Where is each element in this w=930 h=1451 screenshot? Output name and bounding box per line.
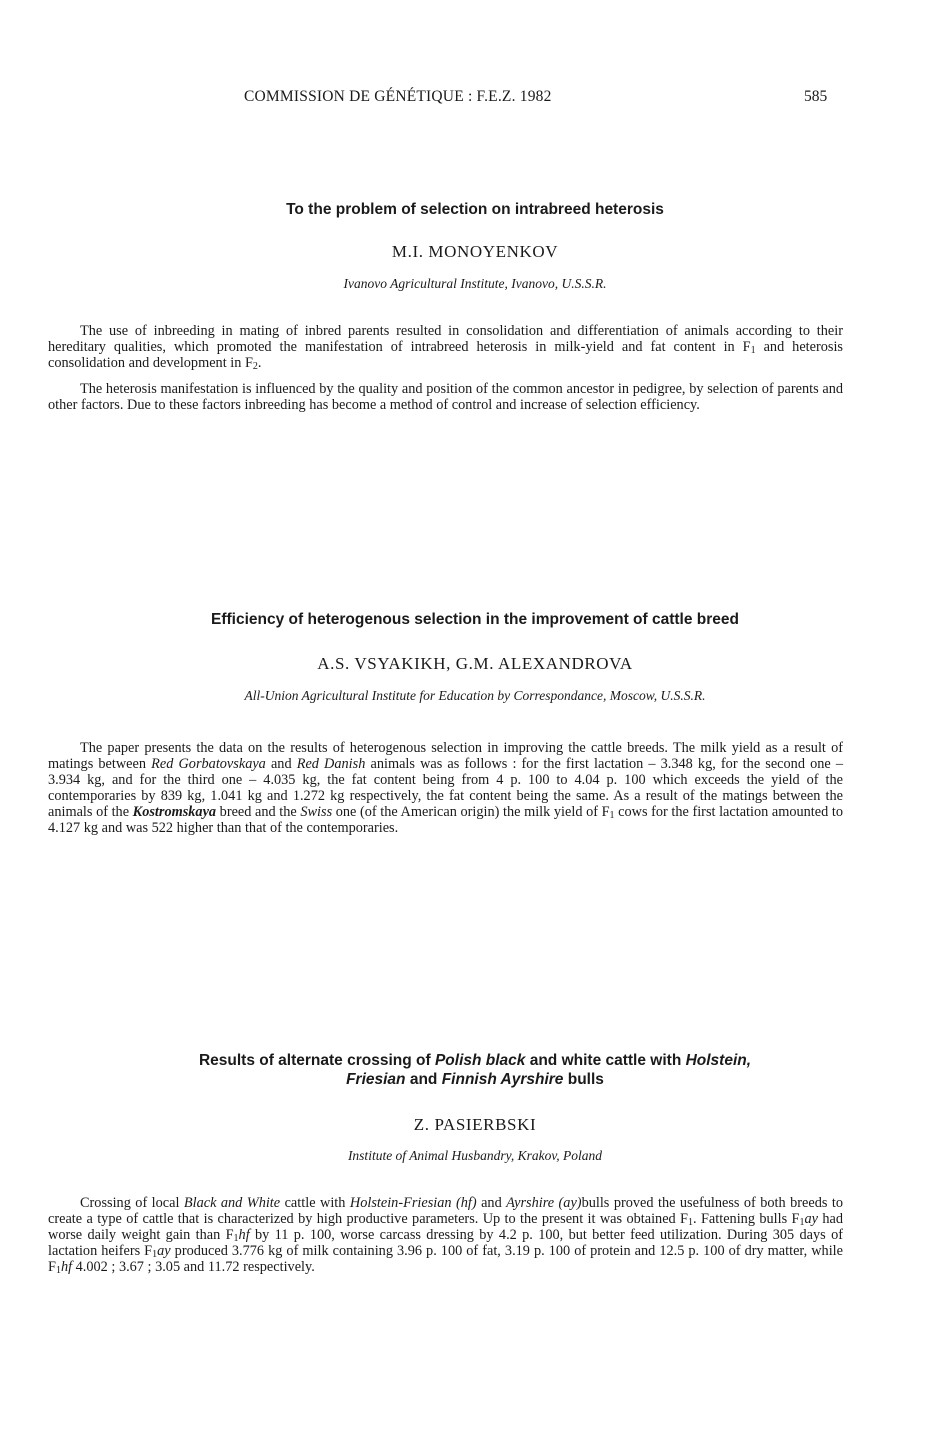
article-1-paragraph-1: The use of inbreeding in mating of inbred parents resulted in consolidation and differentiation of animals according to their hereditary qualities, which promoted the manifestation of intrabreed heterosis in milk-yield and fat content in $F_1$ and heterosis consolidation and development in $F_2$.: [48, 323, 843, 372]
article-1-body: [48, 324, 843, 414]
article-2-author: A.S. VSYAKIKH, G.M. ALEXANDROVA: [317, 654, 633, 673]
article-1-affiliation: Ivanovo Agricultural Institute, Ivanovo, U.S.S.R.: [343, 276, 607, 291]
article-3-paragraph: Crossing of local Black and White cattle with Holstein-Friesian (hf) and Ayrshire (ay)bulls proved the usefulness of both breeds to create a type of cattle that is characterized by high productive parameters. Up to the present it was obtained $F_1$. Fattening bulls $F_1ay$ had worse daily weight gain than $F_1hf$ by 11 p. 100, worse carcass dressing by 4.2 p. 100, but better feed utilization. During 305 days of lactation heifers $F_1ay$ produced 3.776 kg of milk containing 3.96 p. 100 of fat, 3.19 p. 100 of protein and 12.5 p. 100 of dry matter, while $F_1hf$ 4.002 ; 3.67 ; 3.05 and 11.72 respectively.: [48, 1195, 844, 1276]
article-3-title: Results of alternate crossing of Polish black and white cattle with Holstein, Friesian and Finnish Ayrshire bulls: [198, 1052, 752, 1088]
page-number: 585: [804, 88, 828, 105]
article-2-paragraph: The paper presents the data on the results of heterogenous selection in improving the cattle breeds. The milk yield as a result of matings between Red Gorbatovskaya and Red Danish animals was as follows : for the first lactation – 3.348 kg, for the second one – 3.934 kg, and for the third one – 4.035 kg, the fat content being from 4 p. 100 to 4.04 p. 100 which exceeds the yield of the contemporaries by 839 kg, 1.041 kg and 1.272 kg respectively, the fat content being the same. As a result of the matings between the animals of the Kostromskaya breed and the Swiss one (of the American origin) the milk yield of $F_1$ cows for the first lactation amounted to 4.127 kg and was 522 higher than that of the contemporaries.: [48, 740, 843, 836]
article-2-affiliation: All-Union Agricultural Institute for Education by Correspondance, Moscow, U.S.S.R.: [244, 688, 706, 703]
article-3-body: [48, 1196, 843, 1276]
article-1-title: To the problem of selection on intrabreed heterosis: [286, 201, 664, 218]
article-1-paragraph-2: The heterosis manifestation is influenced by the quality and position of the common ancestor in pedigree, by selection of parents and other factors. Due to these factors inbreeding has become a method of control and increase of selection efficiency.: [48, 380, 843, 413]
article-3-affiliation: Institute of Animal Husbandry, Krakov, Poland: [347, 1148, 603, 1163]
running-header: COMMISSION DE GÉNÉTIQUE : F.E.Z. 1982: [244, 88, 552, 105]
article-2-title: Efficiency of heterogenous selection in the improvement of cattle breed: [211, 611, 739, 628]
article-2-body: [48, 741, 843, 836]
article-3-author: Z. PASIERBSKI: [413, 1115, 537, 1134]
article-1-author: M.I. MONOYENKOV: [391, 242, 559, 261]
